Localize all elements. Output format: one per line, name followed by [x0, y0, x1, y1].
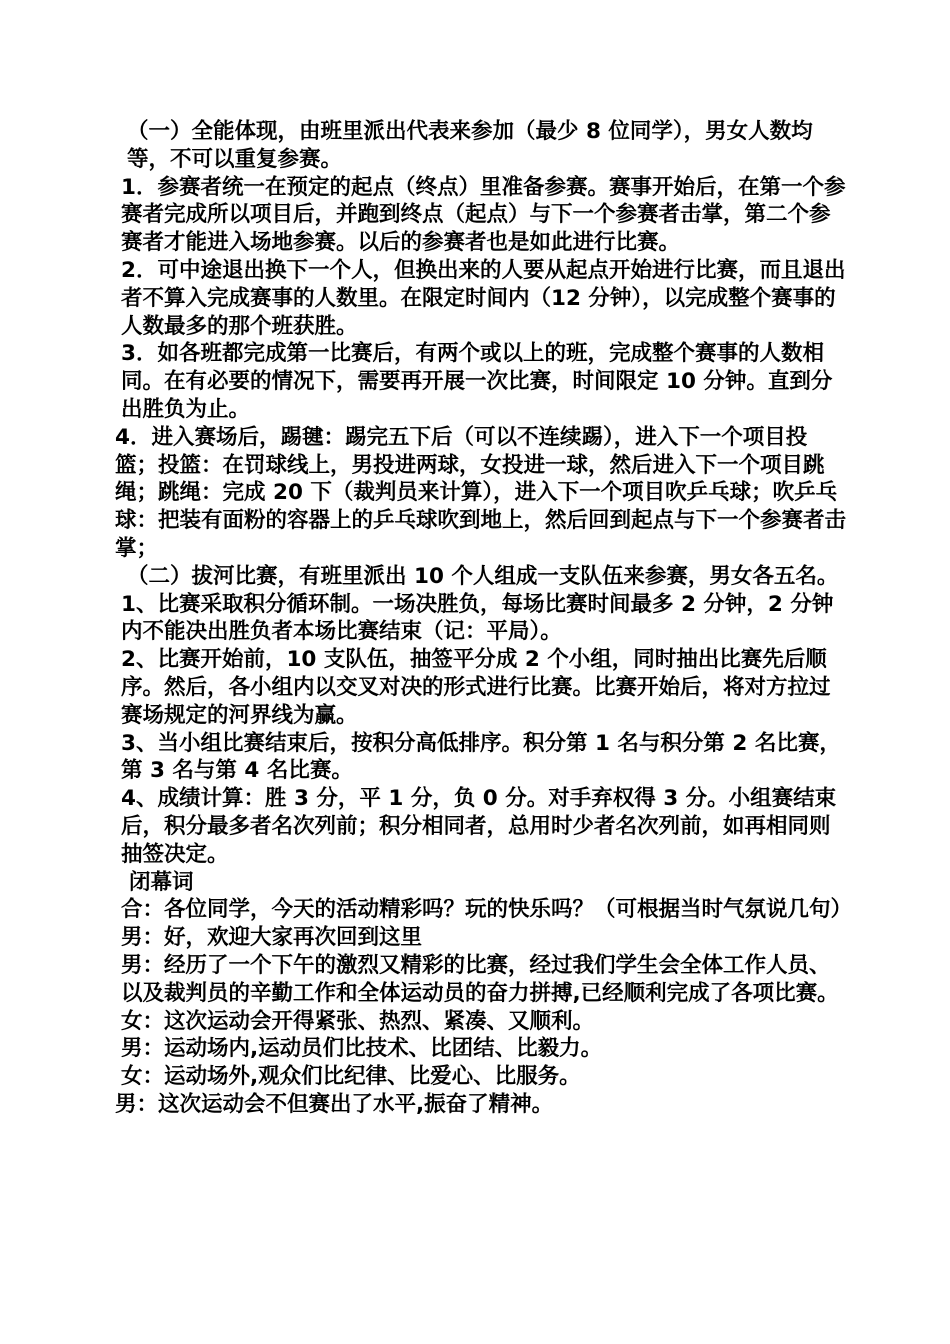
speech-line-male-3: 男：运动场内,运动员们比技术、比团结、比毅力。 — [121, 1036, 603, 1062]
rule-paragraph-2: 2．可中途退出换下一个人，但换出来的人要从起点开始进行比赛，而且退出者不算入完成赛事的人数里。在限定时间内（12 分钟），以完成整个赛事的人数最多的那个班获胜。 — [121, 257, 846, 339]
tug-rule-2: 2、比赛开始前，10 支队伍，抽签平分成 2 个小组，同时抽出比赛先后顺序。然后，各小组内以交叉对决的形式进行比赛。比赛开始后，将对方拉过赛场规定的河界线为赢。 — [121, 647, 831, 728]
document-body — [115, 118, 853, 1119]
section-heading-tug-of-war: （二）拔河比赛，有班里派出 10 个人组成一支队伍来参赛，男女各五名。 — [127, 563, 839, 589]
rule-paragraph-4: 4．进入赛场后，踢毽：踢完五下后（可以不连续踢），进入下一个项目投篮；投篮：在罚球线上，男投进两球，女投进一球，然后进入下一个项目跳绳；跳绳：完成 20 下（裁判员来计算），进入下一个项目吹乒乓球；吹乒乓球：把装有面粉的容器上的乒乓球吹到地上，然后回到起点与下一个参赛者击掌； — [115, 424, 847, 561]
speech-line-male-2: 男：经历了一个下午的激烈又精彩的比赛，经过我们学生会全体工作人员、以及裁判员的辛勤工作和全体运动员的奋力拼搏,已经顺利完成了各项比赛。 — [121, 952, 839, 1006]
tug-rule-3: 3、当小组比赛结束后，按积分高低排序。积分第 1 名与积分第 2 名比赛，第 3 名与第 4 名比赛。 — [121, 730, 841, 784]
speech-line-male-1: 男：好，欢迎大家再次回到这里 — [121, 925, 423, 951]
tug-rule-1: 1、比赛采取积分循环制。一场决胜负，每场比赛时间最多 2 分钟，2 分钟内不能决出胜负者本场比赛结束（记：平局）。 — [121, 591, 834, 645]
closing-speech-heading: 闭幕词 — [129, 869, 194, 895]
speech-line-together: 合：各位同学，今天的活动精彩吗？玩的快乐吗？（可根据当时气氛说几句） — [121, 897, 853, 923]
speech-line-female-1: 女：这次运动会开得紧张、热烈、紧凑、又顺利。 — [121, 1008, 595, 1034]
rule-paragraph-3: 3．如各班都完成第一比赛后，有两个或以上的班，完成整个赛事的人数相同。在有必要的情况下，需要再开展一次比赛，时间限定 10 分钟。直到分出胜负为止。 — [121, 341, 833, 422]
section-heading-all-round: （一）全能体现，由班里派出代表来参加（最少 8 位同学），男女人数均等，不可以重复参赛。 — [127, 119, 813, 172]
rule-paragraph-1: 1．参赛者统一在预定的起点（终点）里准备参赛。赛事开始后，在第一个参赛者完成所以项目后，并跑到终点（起点）与下一个参赛者击掌，第二个参赛者才能进入场地参赛。以后的参赛者也是如此进行比赛。 — [121, 174, 846, 256]
speech-line-female-2: 女：运动场外,观众们比纪律、比爱心、比服务。 — [121, 1064, 581, 1090]
tug-rule-4: 4、成绩计算：胜 3 分，平 1 分，负 0 分。对手弃权得 3 分。小组赛结束后，积分最多者名次列前；积分相同者，总用时少者名次列前，如再相同则抽签决定。 — [121, 786, 837, 867]
speech-line-male-4: 男：这次运动会不但赛出了水平,振奋了精神。 — [115, 1091, 554, 1117]
